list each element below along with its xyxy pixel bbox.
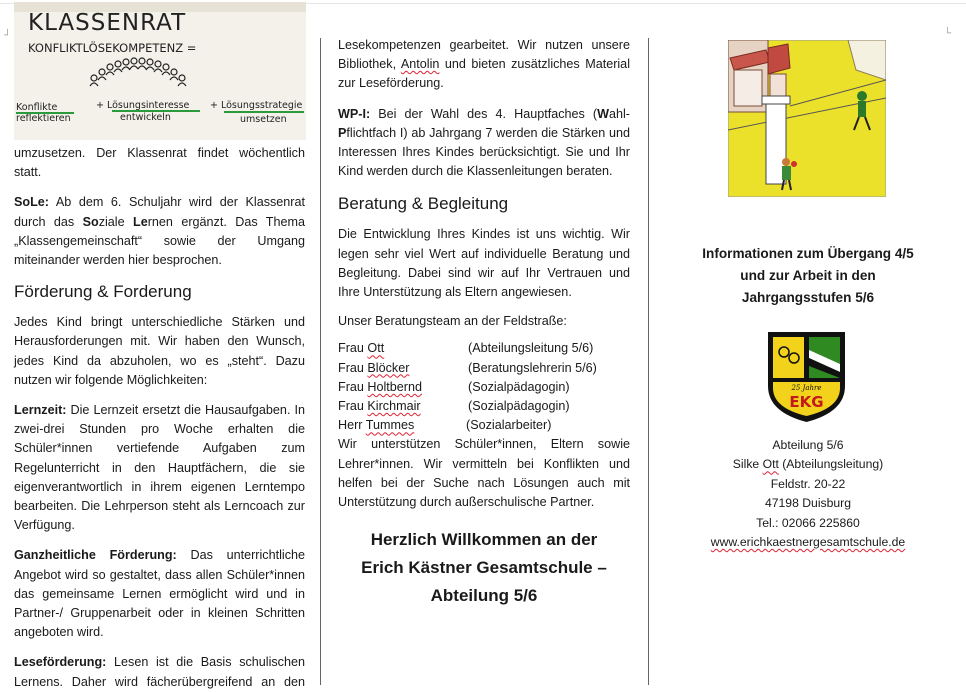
logo-text: EKG [789,393,824,411]
image-row2-a: reflektieren [16,113,71,124]
heading-beratung: Beratung & Begleitung [338,194,509,214]
contact-department: Abteilung 5/6 [772,438,844,452]
lesekompetenz-paragraph [338,36,630,94]
sole-label: SoLe: [14,195,49,210]
info-line-3: Jahrgangsstufen 5/6 [741,290,875,305]
contact-person: Silke Ott (Abteilungsleitung) [732,457,884,472]
lese-text-1: Lesekompetenzen gearbeitet. Wir nutzen unsere Bibliothek, [338,38,630,72]
team-role: (Sozialarbeiter) [466,418,552,433]
street-illustration-icon [728,40,886,197]
transition-illustration [728,40,886,197]
welcome-heading [338,526,630,610]
school-logo [758,328,855,425]
foerderung-intro: Jedes Kind bringt unterschiedliche Stärken und Herausforderungen mit. Wir haben den Wunsch, jedes Kind da abzuholen, wo es „steht“. Dazu nutzen wir folgende Möglichkeiten: [14,315,305,387]
image-row1-a: Konflikte [16,102,58,113]
contact-phone: Tel.: 02066 225860 [756,515,860,530]
team-row: Frau Ott (Abteilungsleitung 5/6) [338,339,630,358]
klassenrat-image [14,2,306,140]
sole-text-3: rnen ergänzt. Das Thema „Klassengemeinschaft“ sowie der Umgang miteinander werden hier besprochen. [14,214,305,268]
image-row1-b: + Lösungsinteresse [96,100,190,111]
lernzeit-label: Lernzeit: [14,403,67,418]
team-name: Blöcker [367,360,410,375]
column-divider-left [320,38,321,685]
welcome-line-2: Erich Kästner Gesamtschule – [361,558,607,578]
team-role: (Sozialpädagogin) [468,399,570,414]
lernzeit-text: Die Lernzeit ersetzt die Hausaufgaben. In zwei-drei Stunden pro Woche erhalten die Schüler*innen vertiefende Aufgaben zum Regelunterricht in den Hauptfächern, die sie eigenverantwortlich in ihrem eigenen Lerntempo bearbeiten. Die Lehrperson steht als Lerncoach zur Verfügung. [14,403,305,533]
team-list [338,339,630,435]
lesefoerderung-label: Leseförderung: [14,655,107,670]
team-role: (Abteilungsleitung 5/6) [468,341,594,356]
wpi-label: WP-I: [338,106,371,121]
unterstuetzung-paragraph: Wir unterstützen Schüler*innen, Eltern sowie Lehrer*innen. Wir vermitteln bei Konflikten und helfen bei der Suche nach Lösungen auch mit Unterstützung durch außerschulische Partner. [338,437,630,510]
lesefoerderung-text: Lesen ist die Basis schulischen Lernens. Daher wird fächerübergreifend an den [14,655,305,689]
wpi-paragraph [338,105,630,182]
lese-text-2: und bieten zusätzliches Material zur Leseförderung. [338,57,630,91]
beratung-paragraph: Die Entwicklung Ihres Kindes ist uns wichtig. Wir legen sehr viel Wert auf individuelle Beratung und Begleitung. Dabei sind wir auf Ihr Vertrauen und Ihre Unterstützung als Eltern angewiesen. [338,227,630,300]
wpi-bold-1: W [597,106,609,121]
image-row1-c: + Lösungsstrategie [210,100,303,111]
ganzheitlich-text: Das unterrichtliche Angebot wird so gestaltet, dass allen Schüler*innen das gemeinsame Lernen ermöglicht wird und in Partner-/ Gruppenarbeit oder in kleinen Schritten angeboten wird. [14,548,305,640]
team-name: Tummes [365,418,415,433]
image-row2-b: entwickeln [120,112,171,123]
logo-years: 25 Jahre [791,384,822,392]
ekg-shield-icon [758,328,855,425]
team-role: (Beratungslehrerin 5/6) [468,360,597,375]
ganzheitlich-label: Ganzheitliche Förderung: [14,548,177,563]
welcome-line-3: Abteilung 5/6 [430,586,538,606]
contact-city: 47198 Duisburg [764,496,852,511]
sole-paragraph [14,193,305,270]
image-subtitle: KONFLIKTLÖSEKOMPETENZ = [28,41,197,55]
col1-text [14,144,305,692]
team-row: Frau Holtbernd (Sozialpädagogin) [338,378,630,397]
team-name: Holtbernd [367,379,423,394]
info-line-2: und zur Arbeit in den [740,268,876,283]
team-row: Frau Kirchmair (Sozialpädagogin) [338,397,630,416]
klassenrat-text: umzusetzen. Der Klassenrat findet wöchentlich statt. [14,146,305,180]
team-row: Herr Tummes (Sozialarbeiter) [338,416,630,435]
team-name: Kirchmair [367,399,421,414]
wpi-text-3: flichtfach I) ab Jahrgang 7 werden die Stärken und Interessen Ihres Kindes berücksichtigt. Sie und Ihr Kind werden durch die Klassenleitungen beraten. [338,125,630,179]
lesefoerderung-paragraph [14,653,305,691]
team-intro: Unser Beratungsteam an der Feldstraße: [338,314,567,329]
welcome-line-1: Herzlich Willkommen an der [370,530,598,550]
info-heading [650,243,966,309]
contact-street: Feldstr. 20-22 [770,476,846,491]
sole-bold-1: So [82,214,99,229]
klassenrat-drawing [14,2,306,140]
contact-block [650,436,966,552]
sole-text-2: ziale [98,214,134,229]
wpi-text-2: ahl- [609,106,630,121]
sole-bold-2: Le [133,214,148,229]
wpi-text-1: Bei der Wahl des 4. Hauptfaches ( [370,106,598,121]
sole-text-1: Ab dem 6. Schuljahr wird der Klassenrat durch das [14,195,305,229]
team-row: Frau Blöcker (Beratungslehrerin 5/6) [338,359,630,378]
antolin-word: Antolin [400,57,440,72]
wpi-bold-2: P [338,125,347,140]
team-name: Ott [367,341,385,356]
image-title: KLASSENRAT [28,10,187,36]
contact-website-link[interactable]: www.erichkaestnergesamtschule.de [710,535,906,550]
team-role: (Sozialpädagogin) [468,379,570,394]
column-divider-right [648,38,649,685]
col2-text [338,36,630,610]
heading-foerderung: Förderung & Forderung [14,282,192,302]
image-row2-c: umsetzen [240,114,287,125]
lernzeit-paragraph [14,401,305,535]
ganzheitlich-paragraph [14,546,305,642]
crop-mark-right: └ [944,28,952,39]
info-line-1: Informationen zum Übergang 4/5 [702,246,914,261]
crop-mark-left: ┘ [4,30,12,41]
contact-name: Ott [762,457,779,472]
